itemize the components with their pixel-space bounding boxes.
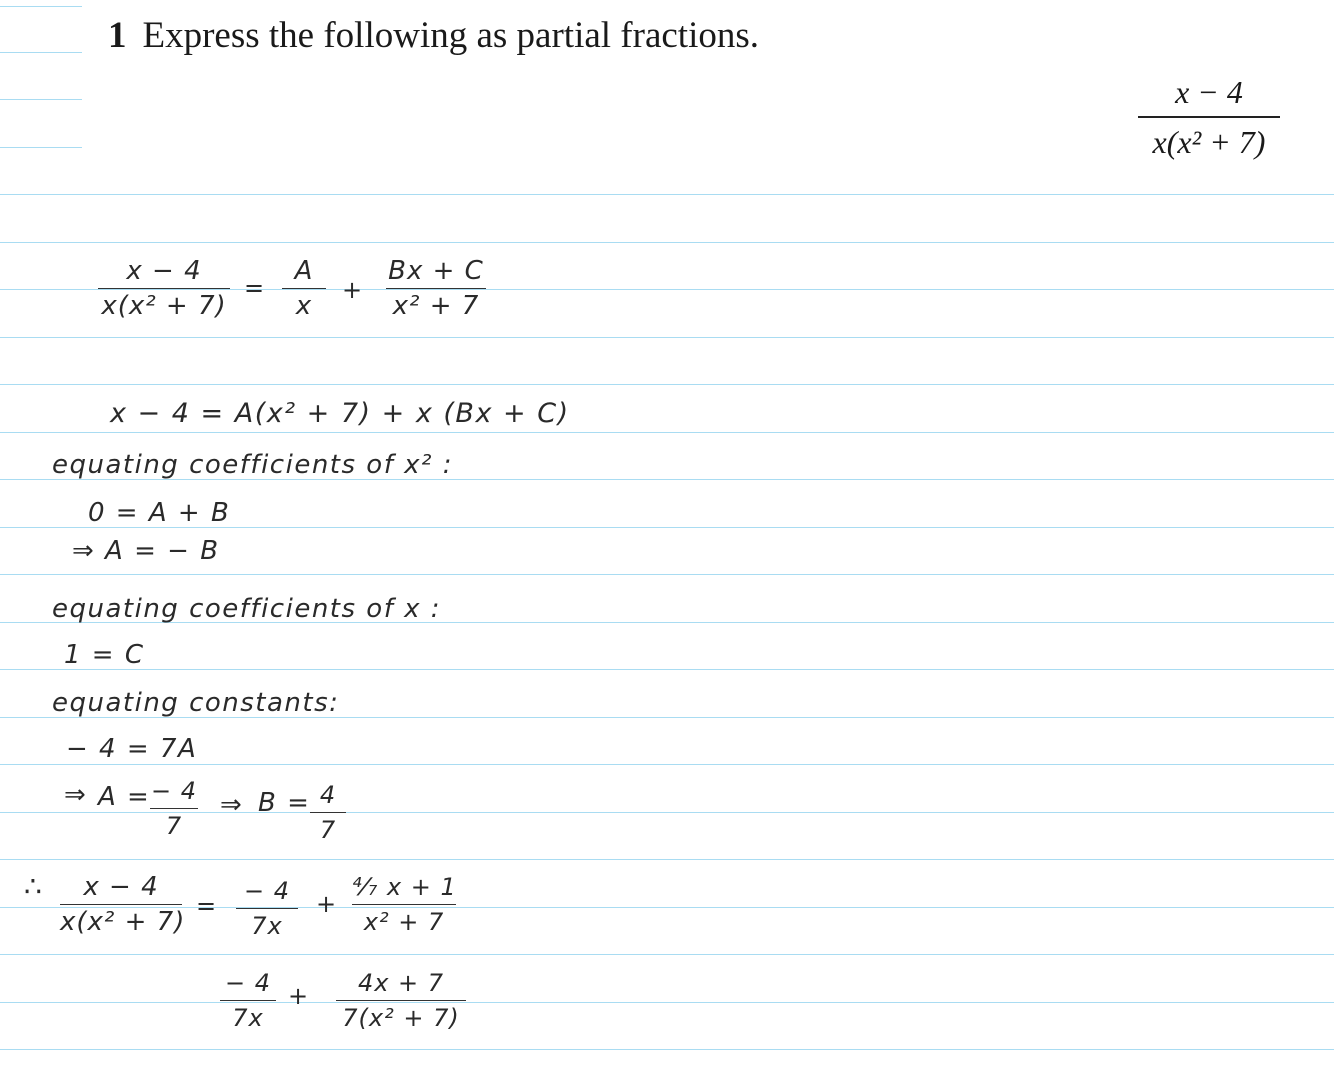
final2-term2-fraction (336, 968, 466, 1033)
setup-term2-fraction (386, 256, 486, 321)
a-prefix: A = (98, 782, 151, 812)
setup-term2-numerator: Bx + C (388, 256, 484, 286)
question-number: 1 (108, 15, 127, 56)
fraction-bar (336, 1000, 466, 1001)
final-lhs-numerator: x − 4 (83, 872, 159, 902)
final-term1-denominator: 7x (251, 912, 283, 940)
fraction-bar (60, 904, 182, 905)
final-term2-fraction (352, 872, 456, 937)
a-value-denominator: 7 (165, 812, 183, 840)
setup-term1-fraction (282, 256, 326, 321)
fraction-bar (236, 908, 298, 909)
b-value-fraction (310, 780, 346, 845)
label-constants: equating constants: (52, 688, 340, 718)
question-text: Express the following as partial fractions. (142, 15, 759, 56)
fraction-bar (352, 904, 456, 905)
a-value-numerator: − 4 (150, 777, 197, 805)
notebook-rule (0, 194, 1334, 195)
final2-plus: + (288, 982, 310, 1010)
b-prefix: B = (258, 788, 311, 818)
final-term1-fraction (236, 876, 298, 941)
identity-equation: x − 4 = A(x² + 7) + x (Bx + C) (110, 398, 570, 429)
final2-term1-fraction (220, 968, 276, 1033)
equation-x: 1 = C (64, 640, 145, 670)
notebook-rule (0, 147, 82, 148)
notebook-rule (0, 384, 1334, 385)
fraction-bar (220, 1000, 276, 1001)
question-fraction (1138, 72, 1280, 162)
final-equals: = (196, 892, 218, 920)
question-heading (108, 14, 759, 57)
question-fraction-denominator: x(x² + 7) (1152, 124, 1266, 160)
fraction-bar (386, 288, 486, 289)
notebook-rule (0, 6, 82, 7)
implication-x2: ⇒ A = − B (72, 536, 220, 566)
b-value-denominator: 7 (319, 816, 337, 844)
final-term1-numerator: − 4 (243, 877, 290, 905)
fraction-bar (310, 812, 346, 813)
final-term2-denominator: x² + 7 (363, 908, 445, 936)
notebook-rule (0, 52, 82, 53)
setup-lhs-numerator: x − 4 (126, 256, 202, 286)
notebook-rule (0, 574, 1334, 575)
implies-b: ⇒ (220, 790, 244, 820)
fraction-bar (1138, 116, 1280, 118)
implies-a: ⇒ (64, 780, 88, 810)
final-plus: + (316, 890, 338, 918)
notebook-rule (0, 1049, 1334, 1050)
notebook-rule (0, 432, 1334, 433)
label-coefficients-x2: equating coefficients of x² : (52, 450, 453, 480)
final2-term2-denominator: 7(x² + 7) (342, 1004, 460, 1032)
equation-constants: − 4 = 7A (66, 734, 198, 764)
fraction-bar (150, 808, 198, 809)
final-lhs-fraction (60, 872, 186, 937)
notebook-rule (0, 812, 1334, 813)
notebook-rule (0, 242, 1334, 243)
final-term2-numerator: ⁴⁄₇ x + 1 (352, 873, 457, 901)
fraction-bar (98, 288, 230, 289)
notebook-rule (0, 669, 1334, 670)
equation-x2: 0 = A + B (88, 498, 231, 528)
setup-lhs-denominator: x(x² + 7) (101, 291, 227, 321)
setup-plus: + (342, 276, 364, 304)
notebook-rule (0, 954, 1334, 955)
notebook-rule (0, 99, 82, 100)
label-coefficients-x: equating coefficients of x : (52, 594, 442, 624)
final2-term1-denominator: 7x (232, 1004, 264, 1032)
final2-term2-numerator: 4x + 7 (357, 969, 445, 997)
setup-term2-denominator: x² + 7 (392, 291, 480, 321)
setup-term1-denominator: x (295, 291, 313, 321)
question-fraction-numerator: x − 4 (1175, 74, 1243, 110)
notebook-rule (0, 764, 1334, 765)
b-value-numerator: 4 (319, 781, 337, 809)
setup-term1-numerator: A (294, 256, 314, 286)
notebook-rule (0, 1002, 1334, 1003)
notebook-rule (0, 337, 1334, 338)
final-lhs-denominator: x(x² + 7) (60, 907, 186, 937)
a-value-fraction (150, 776, 198, 841)
setup-lhs-fraction (98, 256, 230, 321)
notebook-rule (0, 859, 1334, 860)
therefore-symbol: ∴ (24, 870, 44, 903)
final2-term1-numerator: − 4 (224, 969, 271, 997)
setup-equals: = (244, 274, 266, 302)
fraction-bar (282, 288, 326, 289)
